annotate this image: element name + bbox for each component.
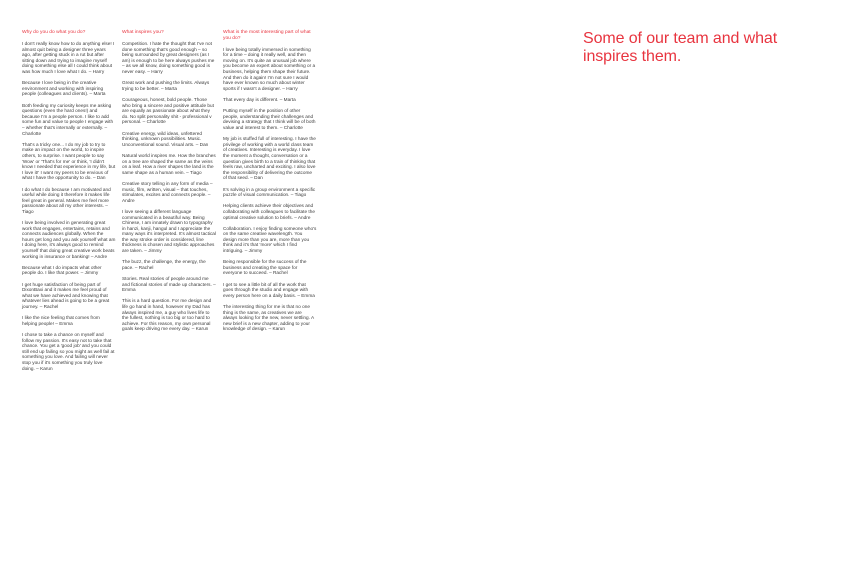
column-heading: What inspires you? bbox=[122, 30, 164, 35]
paragraph: Natural world inspires me. How the branches on a tree are shaped the same as the veins on a leaf. How a river shapes the land is the same shape as a human vein. – Tiago bbox=[122, 152, 216, 175]
column-what-inspires bbox=[122, 30, 216, 338]
paragraph: It's solving in a group environment a specific puzzle of visual communication. – Tiago bbox=[223, 186, 316, 198]
paragraph: I get to see a little bit of all the work that goes through the studio and engage with every person here on a daily basis. – Emma bbox=[223, 281, 315, 298]
paragraph: I chose to take a chance on myself and follow my passion. It's easy not to take that chance. You get a 'good job' and you could still end up failing so you might as well fail at something you love. And failing will never stop you if it's something you truly love doing. – Karun bbox=[22, 331, 115, 371]
column-heading: What is the most interesting part of what you do? bbox=[223, 30, 311, 41]
paragraph: I don't really know how to do anything else! I almost quit being a designer three years ago, after getting stuck in a rut but after sitting down and trying to imagine myself doing something else all I could think about was how much I love what I do. – Harry bbox=[22, 41, 115, 75]
paragraph: I get huge satisfaction of being part of DixonBaxi and it makes me feel proud of what we have achieved and knowing that whatever lies ahead is going to be a great journey. – Rachel bbox=[22, 281, 110, 309]
paragraph: Competition. I hate the thought that I've not done something that's good enough – so being surrounded by great designers (as I am) is enough to be here always pushes me – as we all know, doing something good is never easy. – Harry bbox=[122, 41, 215, 75]
paragraph: Great work and pushing the limits. Always trying to be better. – Marta bbox=[122, 80, 210, 91]
paragraph: That's a tricky one... I do my job to try to make an impact on the world, to inspire others, to surprise. I want people to say 'Wow' or 'That's for me' or think, 'I didn't know I needed that experience in my life, but I love it!' I want my peers to be envious of what I have the opportunity to do. – Dan bbox=[22, 141, 116, 181]
paragraph: I like the nice feeling that comes from helping people! – Emma bbox=[22, 315, 100, 326]
column-heading: Why do you do what you do? bbox=[22, 30, 86, 35]
paragraph: The buzz, the challenge, the energy, the pace. – Rachel bbox=[122, 259, 206, 270]
paragraph: Courageous, honest, bold people. Those who bring a sincere and positive attitude but are equally as passionate about what they do. No split personality shit - professional v personal. – Charlotte bbox=[122, 97, 214, 125]
paragraph: Both feeding my curiosity keeps me asking questions (even the hard ones!) and because I'm a people person. I like to add some fun and value to people I engage with – whether that's internally or externally. – Charlotte bbox=[22, 102, 114, 136]
paragraph: Collaboration. I enjoy finding someone who's on the same creative wavelength. You design more than you are, more than you think and it's that 'more' which I find intriguing. – Jimmy bbox=[223, 225, 317, 254]
paragraph: My job is stuffed full of interesting. I have the privilege of working with a world class team of creatives. Interesting is everyday. I love the moment a thought, conversation or a question gives birth to a train of thinking that feels raw, uncharted and exciting. I also love the responsibility of delivering the outcome of that seed. – Dan bbox=[223, 136, 316, 181]
paragraph: Helping clients achieve their objectives and collaborating with colleagues to facilitate the optimal creative solution to briefs. – Andre bbox=[223, 203, 315, 220]
paragraph: I love seeing a different language communicated in a beautiful way. Being Chinese, I am innately drawn to typography in hanzi, kanji, hangul and I appreciate the many ways it's interpreted. It's almost tactical the way stroke order is considered, line thickness is chosen and stylistic approaches are taken. – Jimmy bbox=[122, 208, 216, 254]
column-most-interesting bbox=[223, 30, 317, 338]
paragraph: The interesting thing for me is that no one thing is the same, as creatives we are always looking for the new, never settling. A new brief is a new chapter, adding to your knowledge of design. – Karun bbox=[223, 304, 314, 332]
paragraph: That every day is different. – Marta bbox=[223, 97, 296, 103]
paragraph: I love being totally immersed in something for a time – doing it really well, and then moving on. It's quite an unusual job where you become an expert about something or a business, helping them shape their future. And then do it again! I'm not sure I would have ever known so much about winter sports if I wasn't a designer. – Harry bbox=[223, 46, 316, 91]
paragraph: Because I love being in the creative environment and working with inspiring people (colleagues and clients). – Marta bbox=[22, 80, 106, 97]
paragraph: I do what I do because I am motivated and useful while doing it therefore it makes life feel great in general. Makes me feel more passionate about all my other interests. – Tiago bbox=[22, 186, 111, 214]
paragraph: Putting myself in the position of other people, understanding their challenges and devising a strategy that I think will be of both value and interest to them. – Charlotte bbox=[223, 108, 316, 130]
paragraph: Being responsible for the success of the business and creating the space for everyone to succeed. – Rachel bbox=[223, 259, 307, 276]
column-why bbox=[22, 30, 116, 377]
paragraph: This is a hard question. For me design and life go hand in hand, however my Dad has always inspired me, a guy who lives life to the fullest, nothing is too big or too hard to achieve. For this reason, my own personal goals keep driving me every day. – Karun bbox=[122, 298, 212, 332]
paragraph: Because what I do impacts what other people do. I like that power. – Jimmy bbox=[22, 264, 102, 276]
paragraph: I love being involved in generating great work that engages, entertains, retains and connects audiences globally. When the hours get long and you ask yourself what am I doing here, it's always good to remind yourself that doing great creative work beats working in insurance or banking! – Andre bbox=[22, 220, 116, 259]
page-title: Some of our team and what inspires them. bbox=[583, 30, 778, 65]
paragraph: Creative energy, wild ideas, unfettered thinking, unknown possibilities. Music. Unconventional sound. Visual arts. – Dan bbox=[122, 130, 209, 147]
paragraph: Creative story telling in any form of media – music, film, written, visual – that touches, stimulates, excites and connects people. – Andre bbox=[122, 180, 213, 203]
paragraph: Stories. Real stories of people around me and fictional stories of made up characters. – Emma bbox=[122, 276, 216, 293]
